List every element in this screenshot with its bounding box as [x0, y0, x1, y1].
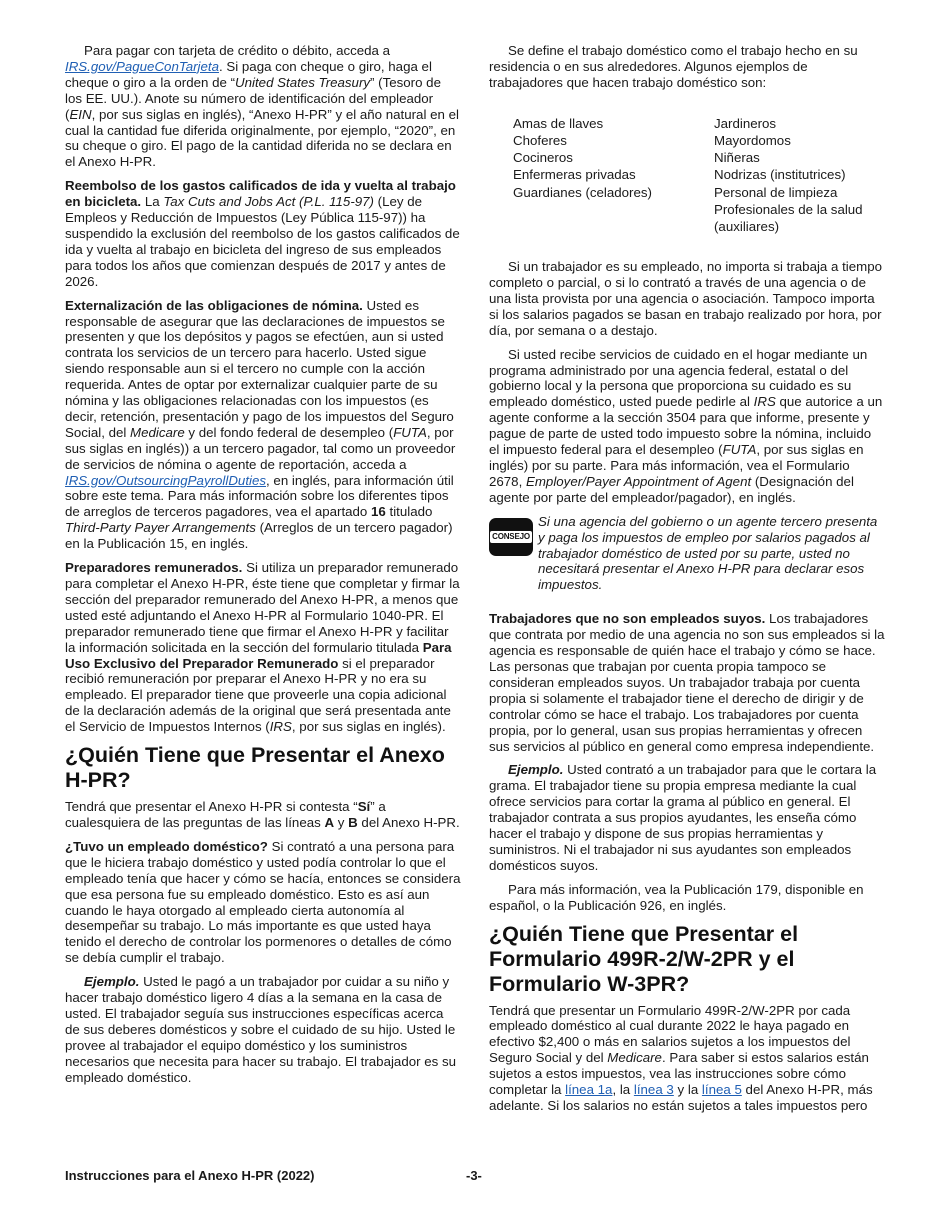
right-column — [489, 43, 885, 1122]
paragraph-household-employee: ¿Tuvo un empleado doméstico? Si contrató a una persona para que le hiciera trabajo doméstico y usted podía controlar lo que el empleado tenía que hacer y cómo se hacía, entonces se considera que esa persona fue su empleado doméstico. Esto es así aun cuando le haya otorgado al empleado cierta autonomía al desempeñar su trabajo. Lo más importante es que usted haya tenido el derecho de controlar los pormenores o detalles de cómo se debía cumplir el trabajo. — [65, 838, 461, 966]
paragraph-paid-preparers: Preparadores remunerados. Si utiliza un preparador remunerado para completar el Anexo H-PR, éste tiene que completar y firmar la sección del preparador remunerado del Anexo H-PR, a menos que usted esté adjuntando el Anexo H-PR al Formulario 1040-PR. El preparador remunerado tiene que firmar el Anexo H-PR y facilitar la información solicitada en la sección del formulario titulada Para Uso Exclusivo del Preparador Remunerado si el preparador recibió remuneración por preparar el Anexo H-PR y no era su empleado. El preparador tiene que proveerle una copia adicional de la declaración además de la original que será presentada ante el Servicio de Impuestos Internos (IRS, por sus siglas en inglés). — [65, 560, 460, 735]
paragraph-must-file: Tendrá que presentar el Anexo H-PR si contesta “Sí” a cualesquiera de las preguntas de las líneas A y B del Anexo H-PR. — [65, 799, 460, 830]
paragraph-employee-status: Si un trabajador es su empleado, no importa si trabaja a tiempo completo o parcial, o si lo contrató a través de una agencia o de una lista provista por una agencia o asociación. Tampoco importa si los salarios pagados se basan en trabajo realizado por hora, por día, por semana o a destajo. — [489, 259, 883, 338]
paragraph-more-info: Para más información, vea la Publicación 179, disponible en español, o la Publicación 926, en inglés. — [489, 881, 864, 913]
paragraph-payroll-outsourcing: Externalización de las obligaciones de nómina. Usted es responsable de asegurar que las declaraciones de impuestos se presenten y que los depósitos y pagos se efectúen, aun si usted contrata los servicios de un tercero para hacerlo. Usted sigue siendo responsable aun si el tercero no cumple con la acción requerida. Antes de optar por externalizar cualquier parte de su nómina y las obligaciones relacionadas con los impuestos (es decir, retención, presentación y pago de los impuestos del Seguro Social, del Medicare y del fondo federal de desempleo (FUTA, por sus siglas en inglés)) a un tercero pagador, tal como un proveedor de servicios de nómina o agente de reportación, acceda a IRS.gov/OutsourcingPayrollDuties, en inglés, para información útil sobre este tema. Para más información sobre los diferentes tipos de arreglos de terceros pagadores, vea el apartado 16 titulado Third-Party Payer Arrangements (Arreglos de un tercero pagador) en la Publicación 15, en inglés. — [65, 297, 456, 552]
heading-who-files-schedule: ¿Quién Tiene que Presentar el Anexo H-PR? — [65, 743, 445, 793]
workers-column-1 — [513, 115, 714, 235]
worker-type: Niñeras — [714, 150, 760, 166]
paragraph-form-499r: Tendrá que presentar un Formulario 499R-2/W-2PR por cada empleado doméstico al cual durante 2022 le haya pagado en efectivo $2,400 o más en salarios sujetos a los impuestos del Seguro Social y del Medicare. Para saber si estos salarios están sujetos a estos impuestos, vea las instrucciones sobre cómo completar la línea 1a, la línea 3 y la línea 5 del Anexo H-PR, más adelante. Si los salarios no están sujetos a tales impuestos pero — [489, 1002, 873, 1114]
workers-column-2 — [714, 115, 884, 235]
page-number: -3- — [466, 1168, 482, 1183]
worker-type: Profesionales de la salud — [714, 201, 863, 217]
worker-type: Cocineros — [513, 150, 573, 166]
worker-type: Mayordomos — [714, 132, 791, 148]
link-line-3[interactable]: línea 3 — [633, 1082, 674, 1098]
link-pague-con-tarjeta[interactable]: IRS.gov/PagueConTarjeta — [65, 58, 219, 74]
paragraph-bicycle-reimbursement: Reembolso de los gastos calificados de ida y vuelta al trabajo en bicicleta. La Tax Cuts and Jobs Act (P.L. 115-97) (Ley de Empleos y Reducción de Impuestos (Ley Pública 115-97)) ha suspendido la exclusión del reembolso de los gastos calificados de ida y vuelta al trabajo en bicicleta del ingreso de sus empleados para todos los años que comienzan después de 2017 y antes de 2026. — [65, 178, 460, 289]
worker-type: Jardineros — [714, 115, 777, 131]
worker-type: (auxiliares) — [714, 218, 780, 234]
link-line-5[interactable]: línea 5 — [701, 1082, 742, 1098]
page-footer — [65, 1168, 885, 1184]
consejo-icon: CONSEJO — [489, 518, 533, 556]
paragraph-home-care-services: Si usted recibe servicios de cuidado en el hogar mediante un programa administrado por una agencia federal, estatal o del gobierno local y la persona que proporciona su cuidado es su empleado doméstico, usted puede pedirle al IRS que autorice a un agente conforme a la sección 3504 para que informe, presente y pague de parte de usted todo impuesto sobre la nómina, incluido el impuesto federal para el desempleo (FUTA, por sus siglas en inglés) por su parte. Para más información, vea el Formulario 2678, Employer/Payer Appointment of Agent (Designación del agente por parte del empleador/pagador), en inglés. — [489, 346, 883, 505]
worker-type: Guardianes (celadores) — [513, 184, 652, 200]
worker-type: Nodrizas (institutrices) — [714, 167, 846, 183]
paragraph-household-work-definition: Se define el trabajo doméstico como el trabajo hecho en su residencia o en sus alrededores. Algunos ejemplos de trabajadores que hacen trabajo doméstico son: — [489, 43, 858, 90]
footer-title: Instrucciones para el Anexo H-PR (2022) — [65, 1168, 315, 1183]
household-workers-list — [513, 115, 885, 235]
tip-text: Si una agencia del gobierno o un agente tercero presenta y paga los impuestos de empleo por salarios pagados al trabajador doméstico de usted por su parte, usted no necesitará presentar el Anexo H-PR para declarar esos impuestos. — [538, 513, 878, 593]
worker-type: Personal de limpieza — [714, 184, 838, 200]
left-column — [65, 43, 461, 1093]
link-line-1a[interactable]: línea 1a — [565, 1082, 613, 1098]
heading-who-files-forms: ¿Quién Tiene que Presentar el Formulario 499R-2/W-2PR y el Formulario W-3PR? — [489, 921, 799, 996]
paragraph-example-2: Ejemplo. Usted contrató a un trabajador para que le cortara la grama. El trabajador tiene su propia empresa mediante la cual ofrece servicios para cortar la grama al público en general. El trabajador contrata a sus propios ayudantes, les enseña cómo hacer el trabajo y dispone de sus propias herramientas y suministros. Ni el trabajador ni sus ayudantes son empleados domésticos suyos. — [489, 762, 877, 873]
link-outsourcing-payroll[interactable]: IRS.gov/OutsourcingPayrollDuties — [65, 472, 267, 488]
tip-box — [489, 514, 885, 594]
worker-type: Enfermeras privadas — [513, 167, 636, 183]
worker-type: Amas de llaves — [513, 115, 604, 131]
paragraph-card-payment: Para pagar con tarjeta de crédito o débito, acceda a IRS.gov/PagueConTarjeta. Si paga con cheque o giro, haga el cheque o giro a la orden de “United States Treasury” (Tesoro de los EE. UU.). Anote su número de identificación del empleador (EIN, por sus siglas en inglés), “Anexo H-PR” y el año natural en el cual la cantidad fue diferida originalmente, por ejemplo, “2020”, en su cheque o giro. El pago de la cantidad diferida no se declara en el Anexo H-PR. — [65, 43, 459, 170]
paragraph-example-1: Ejemplo. Usted le pagó a un trabajador por cuidar a su niño y hacer trabajo doméstico ligero 4 días a la semana en la casa de usted. El trabajador seguía sus instrucciones específicas acerca de sus deberes domésticos y sobre el cuidado de su hijo. Usted le provee al trabajador el equipo doméstico y los suministros necesarios que necesita para hacer su trabajo. El trabajador es su empleado doméstico. — [65, 974, 457, 1085]
paragraph-non-employees: Trabajadores que no son empleados suyos. Los trabajadores que contrata por medio de una agencia no son sus empleados si la agencia es responsable de quién hace el trabajo y cómo se hace. Las personas que trabajan por cuenta propia tampoco se consideran empleados suyos. Un trabajador trabaja por cuenta propia si solamente el trabajador tiene el derecho de dirigir y de controlar cómo se hace el trabajo. Los trabajadores por cuenta propia, por lo general, usan sus propias herramientas y ofrecen sus servicios al público en general como empresa independiente. — [489, 611, 885, 754]
worker-type: Choferes — [513, 132, 567, 148]
